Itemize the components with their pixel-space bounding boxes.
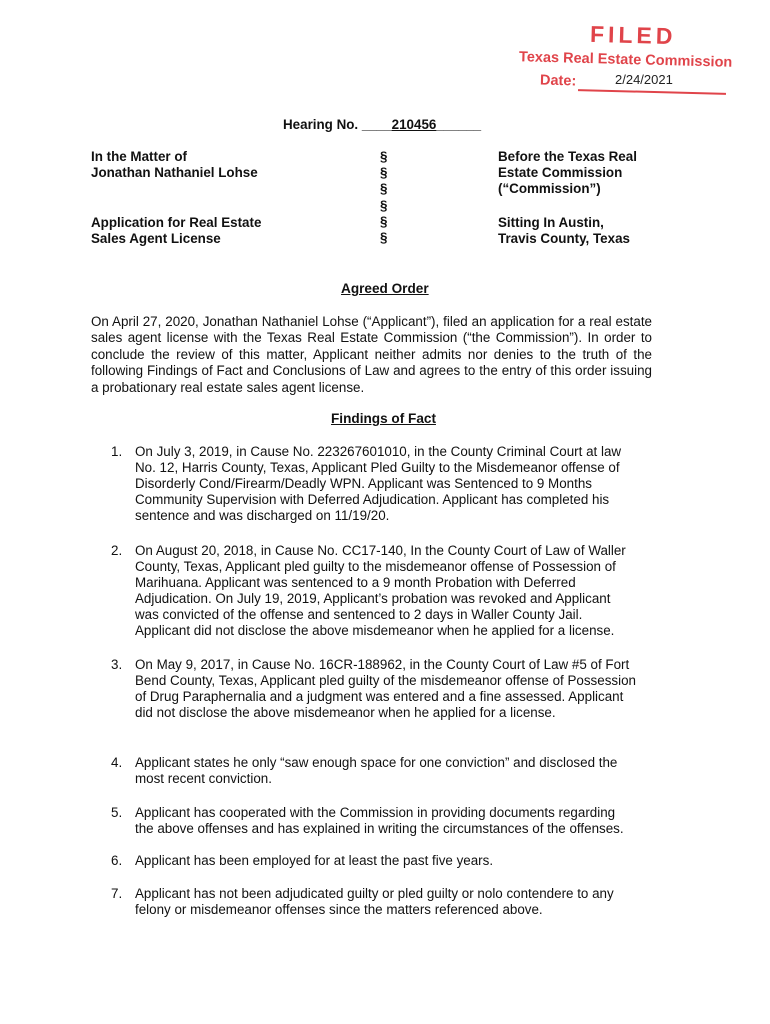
finding-number: 2. <box>111 543 123 558</box>
section-symbol: § <box>380 165 388 181</box>
caption-venue-line-1: Sitting In Austin, <box>498 215 604 230</box>
stamp-title: FILED <box>589 20 677 50</box>
finding-number: 6. <box>111 853 123 868</box>
document-title: Agreed Order <box>341 281 429 296</box>
filed-stamp <box>515 22 755 97</box>
caption-venue-line-2: Travis County, Texas <box>498 231 630 247</box>
hearing-trailing: ______ <box>436 117 482 132</box>
caption-venue <box>498 215 630 247</box>
finding-text: On August 20, 2018, in Cause No. CC17-140, In the County Court of Law of Waller County, Texas, Applicant pled guilty to the misdemeanor offense of Possession of Marihuana. Applicant was sentenced to a 9 month Probation with Deferred Adjudication. On July 19, 2019, Applicant’s probation was revoked and Applicant was convicted of the offense and sentenced to 2 days in Waller County Jail. Applicant did not disclose the above misdemeanor when he applied for a license. <box>135 543 626 639</box>
caption-tribunal-line-1: Before the Texas Real <box>498 149 637 164</box>
finding-number: 5. <box>111 805 123 820</box>
finding-text: Applicant has not been adjudicated guilty or pled guilty or nolo contendere to any felony or misdemeanor offenses since the matters referenced above. <box>135 886 614 918</box>
hearing-label: Hearing No. ____ <box>283 117 392 132</box>
section-symbol: § <box>380 213 388 229</box>
finding-text: Applicant states he only “saw enough space for one conviction” and disclosed the most recent conviction. <box>135 755 618 787</box>
caption-applicant-name: Jonathan Nathaniel Lohse <box>91 165 258 181</box>
stamp-date-label: Date: <box>539 72 577 90</box>
caption-matter-line: In the Matter of <box>91 149 187 164</box>
findings-heading: Findings of Fact <box>331 411 436 426</box>
section-symbol: § <box>380 197 388 213</box>
section-symbol: § <box>380 181 388 197</box>
section-symbols <box>380 149 394 246</box>
finding-number: 3. <box>111 657 123 672</box>
finding-number: 4. <box>111 755 123 770</box>
caption-tribunal <box>498 149 637 198</box>
hearing-number <box>283 117 481 132</box>
stamp-date-line <box>578 89 726 95</box>
finding-text: Applicant has been employed for at least the past five years. <box>135 853 494 868</box>
hearing-number-value: 210456 <box>391 117 437 132</box>
finding-number: 1. <box>111 444 123 459</box>
finding-number: 7. <box>111 886 123 901</box>
caption-application <box>91 215 261 247</box>
intro-paragraph: On April 27, 2020, Jonathan Nathaniel Lohse (“Applicant”), filed an application for a real estate sales agent license with the Texas Real Estate Commission (“the Commission”). In order to conclude the review of this matter, Applicant neither admits nor denies to the truth of the following Findings of Fact and Conclusions of Law and agrees to the entry of this order issuing a probationary real estate sales agent license. <box>91 314 652 395</box>
stamp-organization: Texas Real Estate Commission <box>518 49 733 71</box>
caption-application-line-2: Sales Agent License <box>91 231 221 247</box>
caption-application-line-1: Application for Real Estate <box>91 215 262 230</box>
section-symbol: § <box>380 230 388 246</box>
section-symbol: § <box>380 149 388 164</box>
caption-matter <box>91 149 258 181</box>
finding-text: Applicant has cooperated with the Commission in providing documents regarding the above offenses and has explained in writing the circumstances of the offenses. <box>135 805 624 837</box>
finding-text: On May 9, 2017, in Cause No. 16CR-188962, in the County Court of Law #5 of Fort Bend County, Texas, Applicant pled guilty of the misdemeanor offense of Possession of Drug Paraphernalia and a judgment was entered and a fine assessed. Applicant did not disclose the above misdemeanor when he applied for a license. <box>135 657 636 721</box>
caption-tribunal-line-3: (“Commission”) <box>498 181 601 197</box>
caption-tribunal-line-2: Estate Commission <box>498 165 623 181</box>
finding-text: On July 3, 2019, in Cause No. 223267601010, in the County Criminal Court at law No. 12, Harris County, Texas, Applicant Pled Guilty to the Misdemeanor offense of Disorderly Cond/Firearm/Deadly WPN. Applicant was Sentenced to 9 Months Community Supervision with Deferred Adjudication. Applicant has completed his sentence and was discharged on 11/19/20. <box>135 444 622 524</box>
stamp-date-value: 2/24/2021 <box>615 72 673 87</box>
